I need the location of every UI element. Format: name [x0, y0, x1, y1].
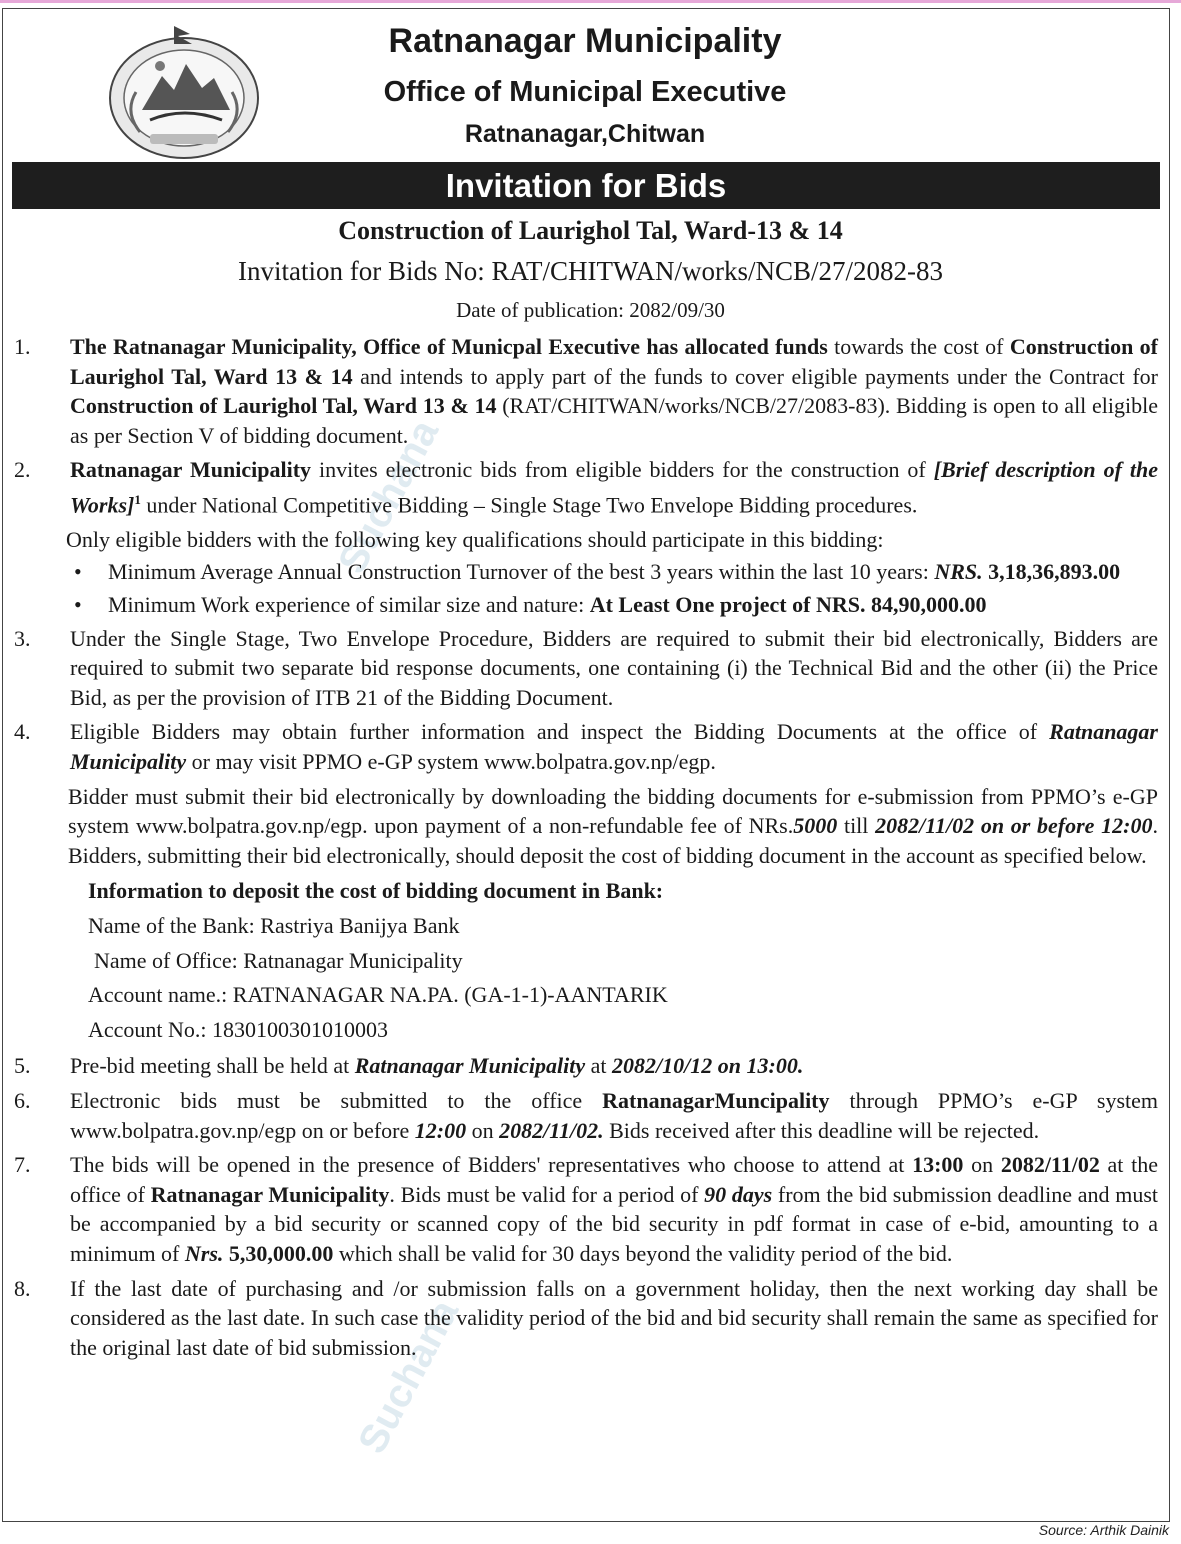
qualifications	[66, 525, 1158, 620]
bank-details	[88, 874, 1158, 1047]
watermark: Suchana	[330, 412, 448, 581]
list-item	[14, 1086, 1158, 1145]
text-span: . Bidders, submitting their bid electronically, should deposit the cost of bidding document in the account as specified below.	[68, 813, 1158, 868]
list-item	[14, 1274, 1158, 1363]
list-item	[14, 1150, 1158, 1268]
text-span: The Ratnanagar Municipality, Office of Municpal Executive has allocated funds	[70, 334, 828, 359]
text-span: on	[963, 1152, 1001, 1178]
bank-name: Name of the Bank: Rastriya Banijya Bank	[88, 913, 460, 939]
text-span: 5000	[793, 813, 838, 839]
item-number: 3.	[14, 625, 31, 651]
office-name: Office of Municipal Executive	[383, 76, 787, 108]
ifb-number: Invitation for Bids No: RAT/CHITWAN/works/NCB/27/2082-83	[238, 256, 943, 286]
item-number: 2.	[14, 457, 31, 483]
qualification-item	[66, 557, 1158, 587]
text-span: Minimum Work experience of similar size and nature:	[108, 592, 590, 618]
text-span: 2082/10/12 on 13:00.	[612, 1053, 804, 1079]
item-text	[70, 1150, 1158, 1268]
text-span: The bids will be opened in the presence of Bidders' representatives who choose to attend at	[70, 1152, 913, 1178]
text-span: RatnanagarMuncipality	[602, 1087, 830, 1113]
item-text	[70, 1051, 1158, 1081]
list-item	[14, 1051, 1158, 1081]
text-span: (RAT/CHITWAN/works/NCB/27/2083-83). Bidding is open to all eligible as per Section V of bidding document.	[70, 393, 1158, 448]
notice-title-banner: Invitation for Bids	[12, 162, 1160, 209]
bank-info-title: Information to deposit the cost of bidding document in Bank:	[88, 878, 664, 904]
text-span: 2082/11/02 on or before 12:00	[875, 813, 1153, 839]
text-span: . Bids must be valid for a period of	[389, 1181, 705, 1207]
item-text	[70, 332, 1158, 450]
text-span: from the bid submission deadline and must be accompanied by a bid security or scanned copy of the bid security in pdf format in case of e-bid, amounting to a minimum of	[70, 1181, 1158, 1266]
account-name: Account name.: RATNANAGAR NA.PA. (GA-1-1)-AANTARIK	[88, 982, 668, 1008]
text-span: 2082/11/02.	[499, 1117, 604, 1143]
text-span: 5,30,000.00	[223, 1240, 334, 1266]
item-text	[70, 717, 1158, 776]
text-span: Pre-bid meeting shall be held at	[70, 1053, 355, 1079]
text-span: till	[837, 813, 876, 839]
text-span: 13:00	[912, 1152, 964, 1178]
item-number: 5.	[14, 1053, 31, 1079]
text-span: Ratnanagar Municipality	[150, 1181, 390, 1207]
footnote-marker: 1	[134, 491, 141, 507]
text-span: Nrs.	[184, 1240, 224, 1266]
text-span: Ratnanagar Municipality	[70, 457, 312, 483]
item-number: 8.	[14, 1275, 31, 1301]
item-number: 4.	[14, 719, 31, 745]
text-span: Minimum Average Annual Construction Turnover of the best 3 years within the last 10 years:	[108, 559, 935, 585]
watermark: Suchana	[350, 1292, 468, 1461]
text-span: 90 days	[704, 1181, 773, 1207]
text-span: Eligible Bidders may obtain further information and inspect the Bidding Documents at the office of	[70, 719, 1050, 745]
text-span: at	[585, 1053, 613, 1079]
text-span: towards the cost of	[827, 334, 1010, 359]
text-span: Electronic bids must be submitted to the office	[70, 1087, 603, 1113]
text-span: on	[466, 1117, 500, 1143]
text-span: under National Competitive Bidding – Single Stage Two Envelope Bidding procedures.	[140, 492, 918, 518]
text-span: or may visit PPMO e-GP system www.bolpatra.gov.np/egp.	[186, 749, 716, 775]
item-number: 6.	[14, 1087, 31, 1113]
text-span: Construction of Laurighol Tal, Ward 13 & 14	[70, 334, 1159, 389]
text-span: Ratnanagar Municipality	[354, 1053, 586, 1079]
list-item	[14, 624, 1158, 713]
qualification-item	[66, 590, 1158, 620]
item-text	[70, 1086, 1158, 1145]
list-item	[14, 332, 1158, 450]
notice-header	[0, 12, 1181, 160]
list-item	[14, 455, 1158, 520]
office-name-line: Name of Office: Ratnanagar Municipality	[94, 947, 463, 973]
item-number: 7.	[14, 1152, 31, 1178]
source-credit: Source: Arthik Dainik	[1038, 1522, 1169, 1538]
text-span: 2082/11/02	[1000, 1152, 1100, 1178]
text-span: [Brief description of the Works]	[70, 457, 1158, 518]
text-span: and intends to apply part of the funds to cover eligible payments under the Contract for	[352, 363, 1159, 389]
bidding-instructions	[68, 782, 1158, 871]
item-text: Under the Single Stage, Two Envelope Procedure, Bidders are required to submit their bid electronically, Bidders are required to submit two separate bid response documents, one containing (i) the Technical Bid and the other (ii) the Price Bid, as per the provision of ITB 21 of the Bidding Document.	[70, 625, 1158, 710]
text-span: Bids received after this deadline will be rejected.	[603, 1117, 1040, 1143]
text-span: Bidder must submit their bid electronically by downloading the bidding documents for e-submission from PPMO’s e-GP system www.bolpatra.gov.np/egp. upon payment of a non-refundable fee of NRs.	[68, 783, 1158, 839]
qualification-intro: Only eligible bidders with the following key qualifications should participate in this bidding:	[66, 526, 884, 552]
item-text	[70, 455, 1158, 520]
bullet-icon: •	[74, 559, 82, 585]
item-text: If the last date of purchasing and /or submission falls on a government holiday, then the next working day shall be considered as the last date. In such case the validity period of the bid and bid security shall remain the same as specified for the original last date of bid submission.	[70, 1275, 1158, 1360]
text-span: 12:00	[414, 1117, 467, 1143]
text-span: invites electronic bids from eligible bidders for the construction of	[311, 457, 934, 483]
item-text	[68, 782, 1158, 871]
text-span: NRS.	[934, 559, 983, 585]
text-span: Ratnanagar Municipality	[70, 719, 1158, 775]
text-span: At Least One project of NRS. 84,90,000.00	[589, 592, 987, 618]
list-item	[14, 717, 1158, 776]
text-span: at the office of	[70, 1152, 1158, 1207]
text-span: 3,18,36,893.00	[982, 559, 1121, 585]
municipality-name: Ratnanagar Municipality	[388, 22, 782, 60]
notice-items	[14, 332, 1158, 1367]
government-emblem-icon	[104, 22, 264, 162]
bullet-icon: •	[74, 592, 82, 618]
text-span: Construction of Laurighol Tal, Ward 13 & 14	[70, 393, 497, 419]
text-span: through PPMO’s e-GP system www.bolpatra.gov.np/egp on or before	[70, 1087, 1158, 1143]
text-span: which shall be valid for 30 days beyond the validity period of the bid.	[333, 1240, 953, 1266]
project-title: Construction of Laurighol Tal, Ward-13 & 14	[338, 216, 843, 245]
location: Ratnanagar,Chitwan	[464, 120, 706, 148]
item-number: 1.	[14, 334, 31, 359]
publication-date: Date of publication: 2082/09/30	[456, 298, 725, 322]
top-accent-line	[0, 0, 1181, 3]
account-number: Account No.: 1830100301010003	[88, 1016, 389, 1042]
